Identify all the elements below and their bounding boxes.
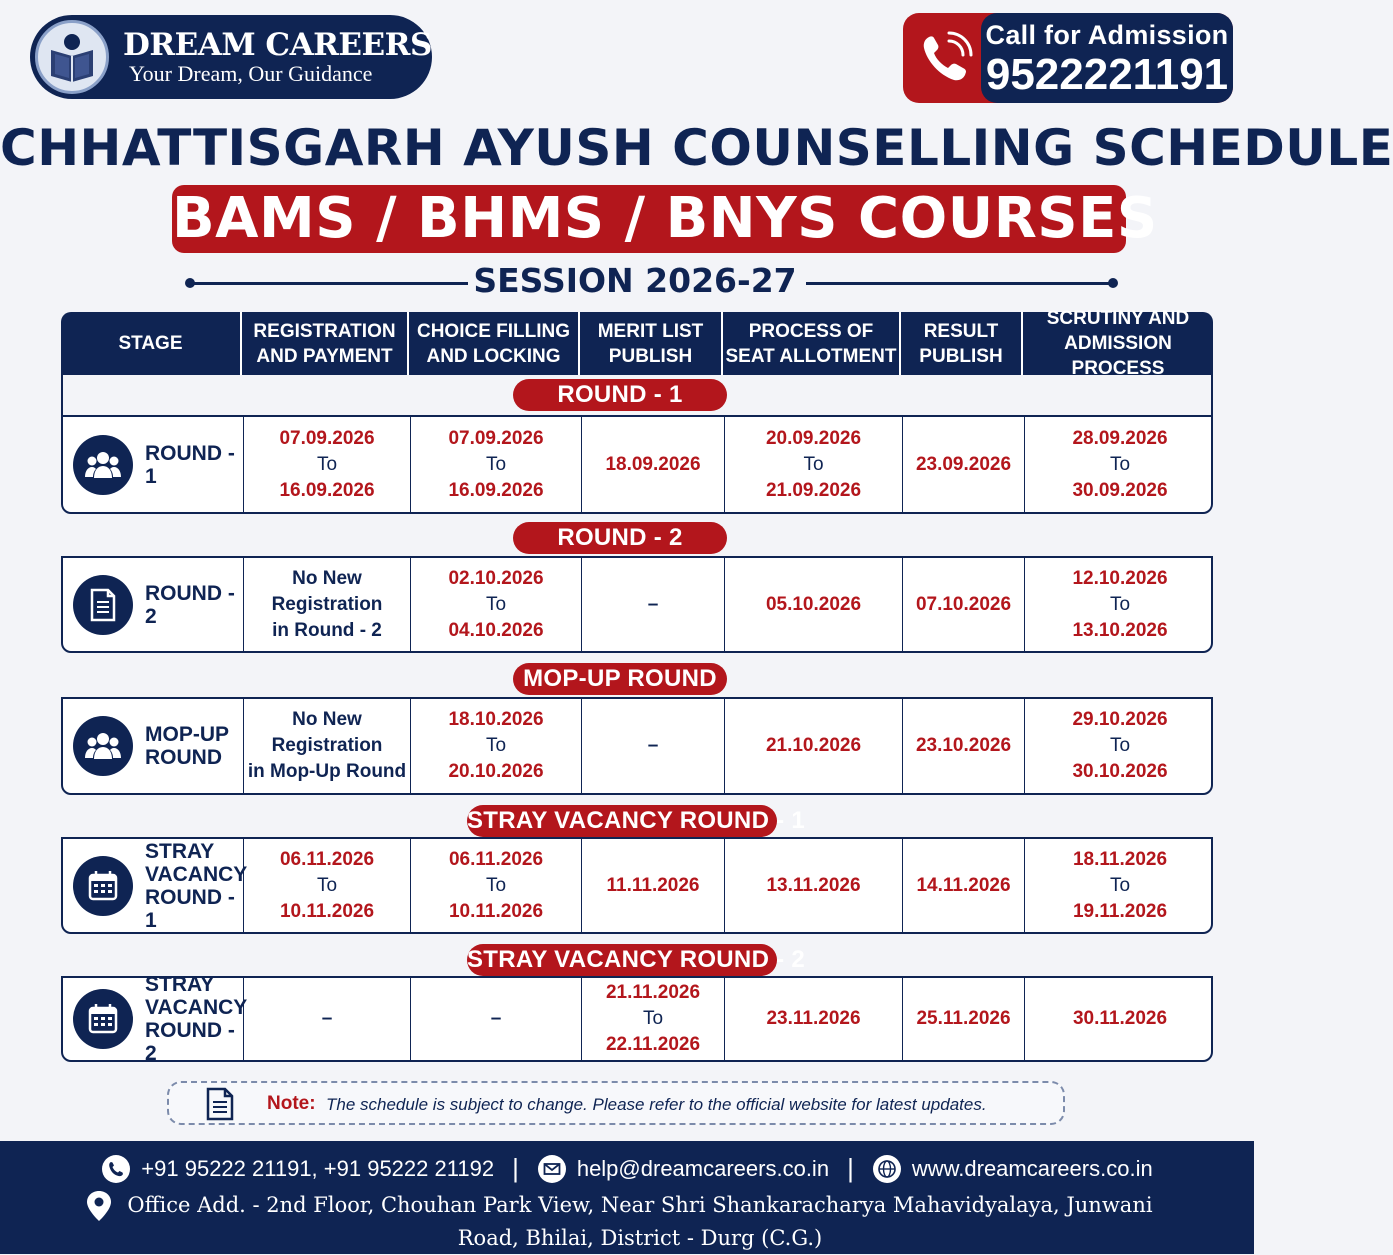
cell-scrutiny-and-admission-process: 18.11.2026 To 19.11.2026 xyxy=(1072,848,1168,922)
cell-result-publish: 23.10.2026 xyxy=(903,699,1025,793)
cell-choice-filling-and-locking: – xyxy=(411,978,582,1060)
cell-result-publish: 23.09.2026 xyxy=(903,417,1025,512)
note-label: Note: xyxy=(267,1093,316,1114)
round-banner-round-1: ROUND - 1 xyxy=(513,379,727,411)
cell-registration-and-payment: No New Registration in Round - 2 xyxy=(244,558,411,651)
page-title: CHHATTISGARH AYUSH COUNSELLING SCHEDULE xyxy=(0,119,1393,177)
stage-label: STRAY VACANCY ROUND - 2 xyxy=(145,973,248,1065)
stage-label: STRAY VACANCY ROUND - 1 xyxy=(145,839,248,932)
call-number[interactable]: 9522221191 xyxy=(985,50,1229,99)
cell-scrutiny-and-admission-process: 28.09.2026 To 30.09.2026 xyxy=(1072,427,1168,501)
round-banner-round-2: ROUND - 2 xyxy=(513,522,727,554)
cell-result-publish: 14.11.2026 xyxy=(903,839,1025,932)
calendar-icon xyxy=(73,856,133,916)
cell-process-of-seat-allotment: 21.10.2026 xyxy=(725,699,903,793)
cell-scrutiny-and-admission-process: 29.10.2026 To 30.10.2026 xyxy=(1072,709,1168,782)
stage-cell xyxy=(63,973,248,1065)
cell-registration-and-payment: No New Registration in Mop-Up Round xyxy=(244,699,411,793)
header-process-of-seat-allotment xyxy=(723,312,901,375)
call-for-admission-box[interactable] xyxy=(903,13,1233,103)
cell-choice-filling-and-locking: 07.09.2026 To 16.09.2026 xyxy=(411,417,582,512)
header-label-line: ADMISSION PROCESS xyxy=(1064,333,1172,379)
stage-label: ROUND - 2 xyxy=(145,581,235,628)
header-label-line: SEAT ALLOTMENT xyxy=(725,345,897,367)
globe-icon xyxy=(872,1154,902,1184)
cell-choice-filling-and-locking: 18.10.2026 To 20.10.2026 xyxy=(411,699,582,793)
cell-choice-filling-and-locking: 02.10.2026 To 04.10.2026 xyxy=(411,558,582,651)
header-label-line: RESULT xyxy=(923,320,999,342)
footer-separator: | xyxy=(847,1153,854,1183)
header-merit-list-publish xyxy=(580,312,723,375)
courses-banner: BAMS / BHMS / BNYS COURSES xyxy=(172,186,1158,251)
round-banner-stray-vacancy-round-2: STRAY VACANCY ROUND - 2 xyxy=(467,944,777,976)
header-stage xyxy=(61,312,242,375)
document-note-icon xyxy=(203,1087,237,1121)
document-icon xyxy=(73,575,133,635)
footer-phones[interactable]: +91 95222 21191, +91 95222 21192 xyxy=(141,1155,495,1181)
stage-label: ROUND - 1 xyxy=(145,441,235,488)
cell-registration-and-payment: – xyxy=(244,978,411,1060)
footer-separator: | xyxy=(512,1153,519,1183)
header-label-line: CHOICE FILLING xyxy=(416,320,571,342)
cell-scrutiny-and-admission-process: 12.10.2026 To 13.10.2026 xyxy=(1072,567,1168,641)
email-icon xyxy=(537,1154,567,1184)
brand-tagline: Your Dream, Our Guidance xyxy=(129,61,373,86)
footer-website[interactable]: www.dreamcareers.co.in xyxy=(911,1155,1153,1181)
header-registration-and-payment xyxy=(242,312,409,375)
schedule-table-header xyxy=(61,308,1213,379)
phone-ringing-icon xyxy=(915,27,977,89)
cell-scrutiny-and-admission-process: 30.11.2026 xyxy=(1072,1008,1168,1029)
header-label-line: PUBLISH xyxy=(919,345,1003,367)
round-banner-mop-up-round: MOP-UP ROUND xyxy=(513,663,727,695)
note-box xyxy=(167,1081,1065,1125)
session-label: SESSION 2026-27 xyxy=(473,261,797,300)
stage-cell xyxy=(63,558,244,651)
header-choice-filling-and-locking xyxy=(409,312,580,375)
cell-merit-list-publish: 11.11.2026 xyxy=(582,839,725,932)
table-row-round-1 xyxy=(61,415,1213,514)
table-row-stray-vacancy-round-1 xyxy=(61,837,1213,934)
footer-address-line-1: Office Add. - 2nd Floor, Chouhan Park View, Near Shri Shankaracharya Mahavidyalaya, Junwani xyxy=(127,1193,1153,1217)
stage-cell xyxy=(63,699,244,793)
divider-line-left xyxy=(190,282,468,285)
cell-merit-list-publish: – xyxy=(582,558,725,651)
table-row-mop-up-round xyxy=(61,697,1213,795)
header-label-line: MERIT LIST xyxy=(597,320,704,342)
cell-process-of-seat-allotment: 05.10.2026 xyxy=(725,558,903,651)
cell-merit-list-publish: 18.09.2026 xyxy=(582,417,725,512)
cell-process-of-seat-allotment: 13.11.2026 xyxy=(725,839,903,932)
cell-registration-and-payment: 07.09.2026 To 16.09.2026 xyxy=(244,417,411,512)
footer-address-line-2: Road, Bhilai, District - Durg (C.G.) xyxy=(457,1226,823,1250)
table-row-round-2 xyxy=(61,556,1213,653)
header-label-line: AND PAYMENT xyxy=(256,345,393,367)
cell-result-publish: 25.11.2026 xyxy=(903,978,1025,1060)
header-label-line: REGISTRATION xyxy=(253,320,396,342)
cell-result-publish: 07.10.2026 xyxy=(903,558,1025,651)
stage-label: MOP-UP ROUND xyxy=(145,723,229,769)
table-row-stray-vacancy-round-2 xyxy=(61,973,1213,1065)
cell-process-of-seat-allotment: 20.09.2026 To 21.09.2026 xyxy=(725,417,903,512)
cell-choice-filling-and-locking: 06.11.2026 To 10.11.2026 xyxy=(411,839,582,932)
cell-registration-and-payment: 06.11.2026 To 10.11.2026 xyxy=(244,839,411,932)
stage-cell xyxy=(63,417,244,512)
divider-line-right xyxy=(806,282,1112,285)
header-result-publish xyxy=(901,312,1023,375)
header-label-line: SCRUTINY AND xyxy=(1046,308,1190,329)
cell-merit-list-publish: – xyxy=(582,699,725,793)
brand-logo xyxy=(30,15,432,99)
header-scrutiny-and-admission-process xyxy=(1023,308,1213,379)
cell-merit-list-publish: 21.11.2026 To 22.11.2026 xyxy=(582,978,725,1060)
divider-dot-right xyxy=(1108,278,1118,288)
footer xyxy=(0,1141,1254,1254)
header-label-line: AND LOCKING xyxy=(426,345,561,367)
phone-icon xyxy=(101,1154,131,1184)
group-icon xyxy=(73,435,133,495)
header-label-line: PROCESS OF xyxy=(748,320,874,342)
round-banner-stray-vacancy-round-1: STRAY VACANCY ROUND - 1 xyxy=(467,805,777,837)
header-label-line: STAGE xyxy=(118,333,183,354)
note-text: The schedule is subject to change. Please refer to the official website for latest updates. xyxy=(326,1095,987,1114)
group-icon xyxy=(73,716,133,776)
book-reader-icon xyxy=(35,20,109,94)
cell-process-of-seat-allotment: 23.11.2026 xyxy=(725,978,903,1060)
brand-name: DREAM CAREERS xyxy=(123,27,432,63)
footer-email[interactable]: help@dreamcareers.co.in xyxy=(576,1155,830,1181)
calendar-icon xyxy=(73,989,133,1049)
call-label: Call for Admission xyxy=(985,20,1229,50)
stage-cell xyxy=(63,839,248,932)
header-label-line: PUBLISH xyxy=(608,345,693,367)
